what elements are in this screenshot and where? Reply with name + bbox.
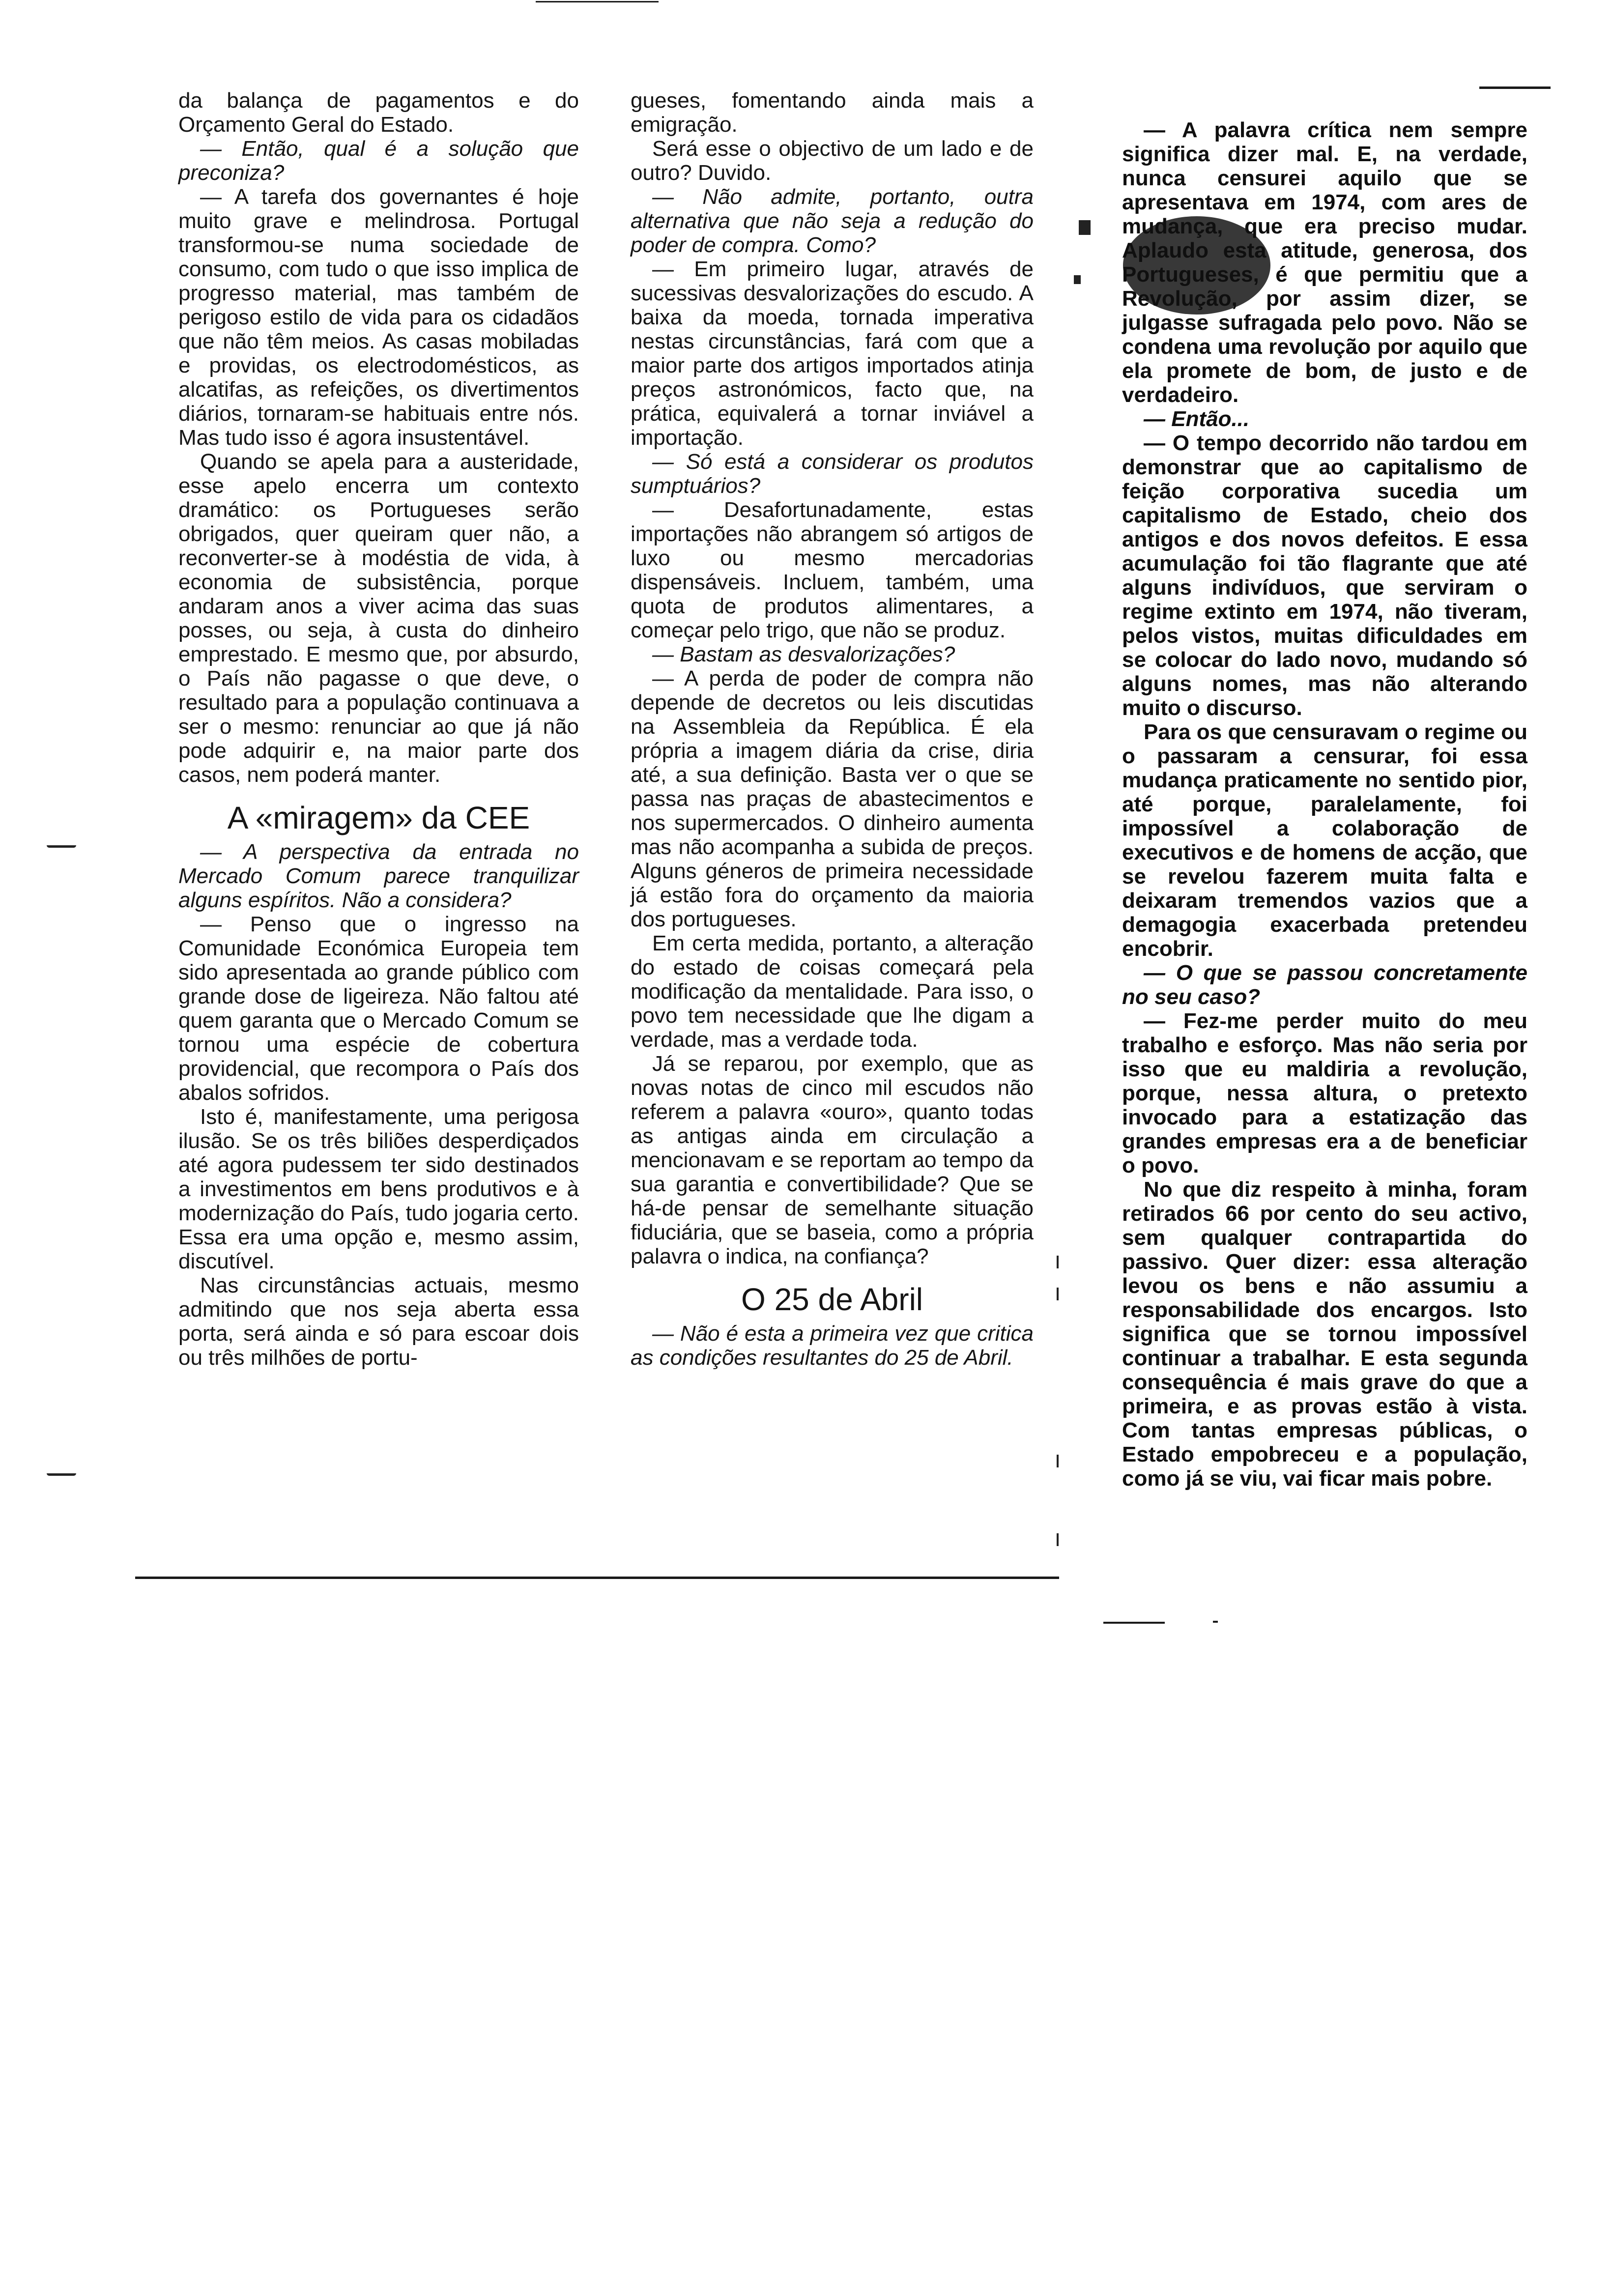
margin-scribble-1 xyxy=(1079,220,1091,235)
article-paragraph: No que diz respeito à minha, foram retirados 66 por cento do seu activo, sem qualquer contrapartida do passivo. Quer dizer: essa alteração levou os bens e não assumiu a responsabilidade dos encargos. Isto significa que se tornou impossível continuar a trabalhar. E esta segunda consequência é mais grave do que a primeira, e as provas estão à vista. Com tantas empresas públicas, o Estado empobreceu e a população, como já se viu, vai ficar mais pobre. xyxy=(1122,1177,1527,1491)
article-paragraph: Isto é, manifestamente, uma perigosa ilusão. Se os três biliões desperdiçados até agora pudessem ter sido destinados a investimentos em bens produtivos e à modernização do País, tudo jogaria certo. Essa era uma opção e, mesmo assim, discutível. xyxy=(178,1105,579,1273)
top-edge-rule xyxy=(536,1,659,2)
bottom-right-dash xyxy=(1103,1622,1165,1624)
article-paragraph: Nas circunstâncias actuais, mesmo admitindo que nos seja aberta essa porta, será ainda e só para escoar dois ou três milhões de portu- xyxy=(178,1273,579,1370)
column-divider-1 xyxy=(1057,1256,1059,1268)
section-heading: O 25 de Abril xyxy=(741,1282,923,1317)
article-column-1 xyxy=(178,88,579,1370)
column-divider-3 xyxy=(1057,1455,1059,1467)
interview-question: — Então, qual é a solução que preconiza? xyxy=(178,137,579,185)
article-paragraph: Em certa medida, portanto, a alteração do estado de coisas começará pela modificação da mentalidade. Para isso, o povo tem necessidade que lhe digam a verdade, mas a verdade toda. xyxy=(631,931,1034,1052)
article-paragraph: Para os que censuravam o regime ou o passaram a censurar, foi essa mudança praticamente no sentido pior, até porque, paralelamente, foi impossível a colaboração de executivos e de homens de acção, que se revelou fazerem muita falta e deixaram tremendos vazios que a demagogia exacerbada pretendeu encobrir. xyxy=(1122,720,1527,961)
article-paragraph: — A palavra crítica nem sempre significa dizer mal. E, na verdade, nunca censurei aquilo que se apresentava em 1974, com ares de mudança, que era preciso mudar. Aplaudo esta atitude, generosa, dos Portugueses, é que permitiu que a Revolução, por assim dizer, se julgasse sufragada pelo povo. Não se condena uma revolução por aquilo que ela promete de bom, de justo e de verdadeiro. xyxy=(1122,118,1527,407)
article-paragraph: — Em primeiro lugar, através de sucessivas desvalorizações do escudo. A baixa da moeda, tornada imperativa nestas circunstâncias, fará com que a maior parte dos artigos importados atinja preços astronómicos, facto que, na prática, equivalerá a tornar inviável a importação. xyxy=(631,257,1034,450)
interview-question: — Não é esta a primeira vez que critica as condições resultantes do 25 de Abril. xyxy=(631,1321,1034,1370)
margin-hole-mark-top xyxy=(47,845,76,848)
article-paragraph: — Penso que o ingresso na Comunidade Económica Europeia tem sido apresentada ao grande público com grande dose de ligeireza. Não faltou até quem garanta que o Mercado Comum se tornou uma espécie de cobertura providencial, que recompora o País dos abalos sofridos. xyxy=(178,912,579,1105)
margin-scribble-2 xyxy=(1074,275,1081,284)
interview-question: — A perspectiva da entrada no Mercado Comum parece tranquilizar alguns espíritos. Não a considera? xyxy=(178,840,579,912)
bottom-right-dot xyxy=(1213,1621,1218,1623)
interview-question: — Bastam as desvalorizações? xyxy=(652,642,955,666)
article-paragraph: Será esse o objectivo de um lado e de outro? Duvido. xyxy=(631,137,1034,185)
section-heading: A «miragem» da CEE xyxy=(227,800,530,835)
margin-hole-mark-bottom xyxy=(47,1473,76,1476)
article-paragraph: gueses, fomentando ainda mais a emigração. xyxy=(631,88,1034,137)
interview-question: — Não admite, portanto, outra alternativa que não seja a redução do poder de compra. Como? xyxy=(631,185,1034,257)
column-divider-4 xyxy=(1057,1533,1059,1546)
interview-question: — Então... xyxy=(1144,407,1250,431)
article-paragraph: — Desafortunadamente, estas importações não abrangem só artigos de luxo ou mesmo mercadorias dispensáveis. Incluem, também, uma quota de produtos alimentares, a começar pelo trigo, que não se produz. xyxy=(631,498,1034,642)
interview-question: — Só está a considerar os produtos sumptuários? xyxy=(631,450,1034,498)
bottom-rule xyxy=(135,1577,1059,1579)
article-paragraph: — A tarefa dos governantes é hoje muito grave e melindrosa. Portugal transformou-se numa sociedade de consumo, com tudo o que isso implica de progresso material, mas também de perigoso estilo de vida para os cidadãos que não têm meios. As casas mobiladas e providas, os electrodomésticos, as alcatifas, as refeições, os divertimentos diários, tornaram-se habituais entre nós. Mas tudo isso é agora insustentável. xyxy=(178,185,579,450)
top-right-rule xyxy=(1479,86,1551,89)
article-paragraph: Já se reparou, por exemplo, que as novas notas de cinco mil escudos não referem a palavra «ouro», quanto todas as antigas ainda em circulação a mencionavam e se reportam ao tempo da sua garantia e convertibilidade? Que se há-de pensar de semelhante situação fiduciária, que se baseia, como a própria palavra o indica, na confiança? xyxy=(631,1052,1034,1268)
article-paragraph: da balança de pagamentos e do Orçamento Geral do Estado. xyxy=(178,88,579,137)
article-paragraph: — A perda de poder de compra não depende de decretos ou leis discutidas na Assembleia da República. É ela própria a imagem diária da crise, diria até, a sua definição. Basta ver o que se passa nas praças de abastecimentos e nos supermercados. O dinheiro aumenta mas não acompanha a subida de preços. Alguns géneros de primeira necessidade já estão fora do orçamento da maioria dos portugueses. xyxy=(631,666,1034,931)
article-column-3 xyxy=(1122,118,1527,1491)
article-paragraph: Quando se apela para a austeridade, esse apelo encerra um contexto dramático: os Portugueses serão obrigados, quer queiram quer não, a reconverter-se à modéstia de vida, à economia de subsistência, porque andaram anos a viver acima das suas posses, ou seja, à custa do dinheiro emprestado. E mesmo que, por absurdo, o País não pagasse o que deve, o resultado para a população continuava a ser o mesmo: renunciar ao que já não pode adquirir e, na maior parte dos casos, nem poderá manter. xyxy=(178,450,579,787)
interview-question: — O que se passou concretamente no seu caso? xyxy=(1122,961,1527,1009)
article-column-2 xyxy=(631,88,1034,1370)
article-paragraph: — Fez-me perder muito do meu trabalho e esforço. Mas não seria por isso que eu maldiria a revolução, porque, nessa altura, o pretexto invocado para a estatização das grandes empresas era a de beneficiar o povo. xyxy=(1122,1009,1527,1177)
column-divider-2 xyxy=(1057,1288,1059,1300)
article-paragraph: — O tempo decorrido não tardou em demonstrar que ao capitalismo de feição corporativa sucedia um capitalismo de Estado, cheio dos antigos e dos novos defeitos. E essa acumulação foi tão flagrante que até alguns indivíduos, que serviram o regime extinto em 1974, não tiveram, pelos vistos, muitas dificuldades em se colocar do lado novo, mudando só alguns nomes, mas não alterando muito o discurso. xyxy=(1122,431,1527,720)
